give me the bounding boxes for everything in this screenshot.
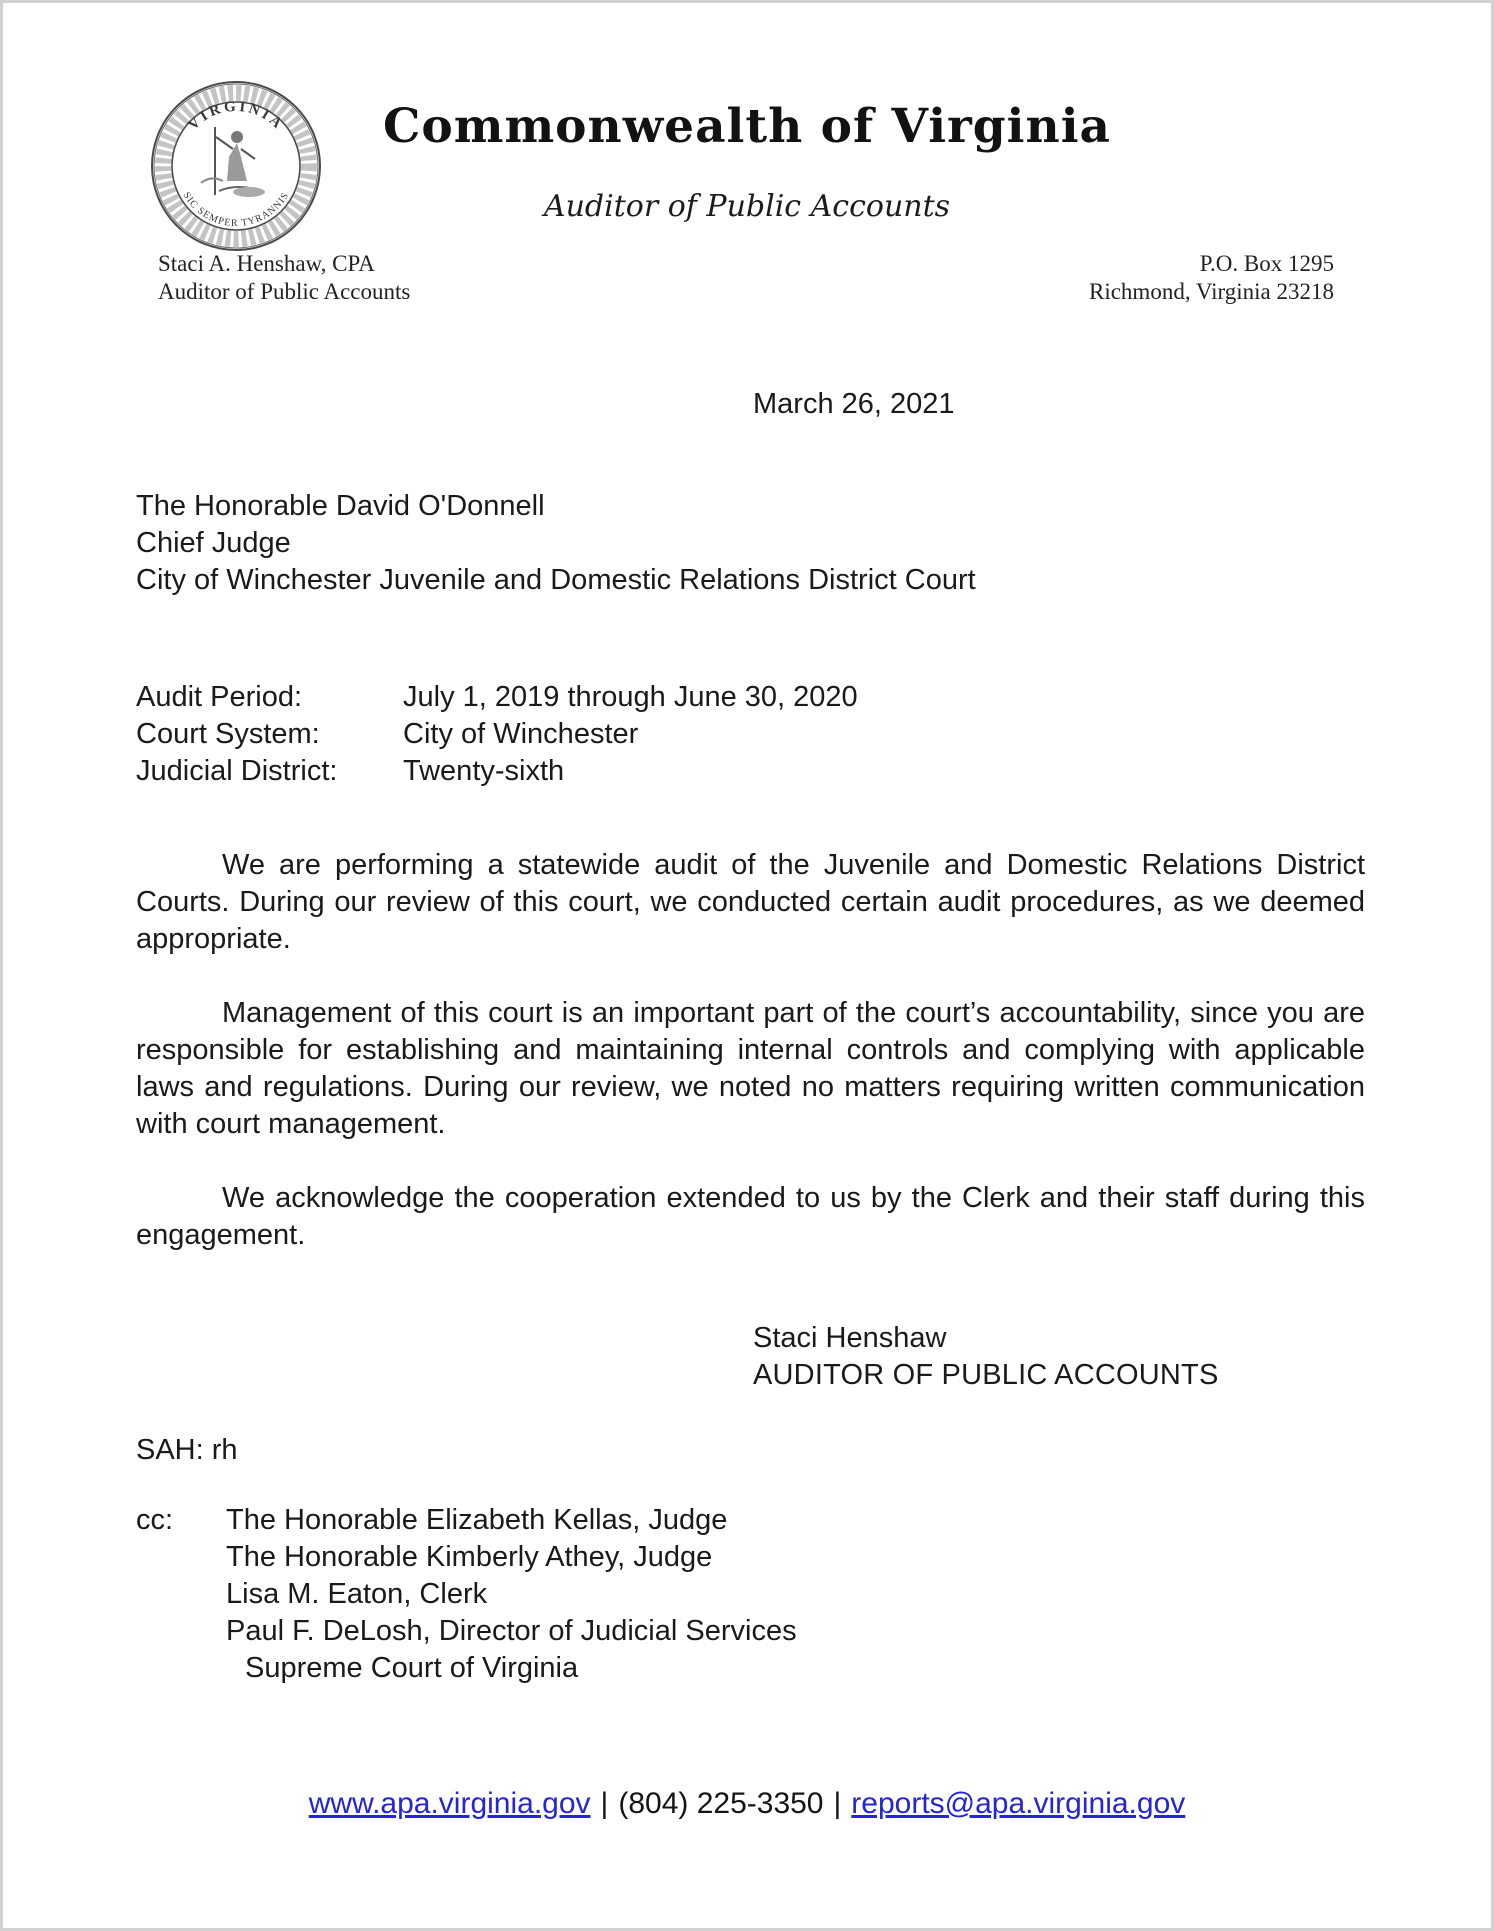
judicial-district-value: Twenty-sixth <box>403 755 565 787</box>
cc-item: Supreme Court of Virginia <box>245 1652 579 1684</box>
recipient-block <box>136 488 1365 599</box>
phone-number: (804) 225-3350 <box>618 1787 824 1820</box>
audit-details <box>136 679 1365 790</box>
masthead-subtitle: Auditor of Public Accounts <box>543 189 951 224</box>
audit-period-label: Audit Period: <box>136 681 303 713</box>
letter-body <box>136 3 1365 1687</box>
cc-list <box>226 1502 1365 1687</box>
po-box: P.O. Box 1295 <box>1199 251 1334 276</box>
cc-item: The Honorable Elizabeth Kellas, Judge <box>226 1504 728 1536</box>
letter-date: March 26, 2021 <box>753 388 955 420</box>
audit-period-value: July 1, 2019 through June 30, 2020 <box>403 681 858 713</box>
paragraph-3: We acknowledge the cooperation extended to us by the Clerk and their staff during this engagement. <box>136 1182 1365 1251</box>
footer-contact-bar <box>3 1787 1491 1821</box>
masthead-title: Commonwealth of Virginia <box>382 99 1112 154</box>
court-system-value: City of Winchester <box>403 718 639 750</box>
city-state-zip: Richmond, Virginia 23218 <box>1088 279 1334 304</box>
signature-name: Staci Henshaw <box>753 1322 947 1354</box>
paragraph-2: Management of this court is an important part of the court’s accountability, since you are responsible for establishing and maintaining internal controls and complying with applicable laws and regulations. During our review, we noted no matters requiring written communication with court management. <box>136 997 1365 1140</box>
auditor-title: Auditor of Public Accounts <box>158 279 411 304</box>
cc-block <box>136 1502 1365 1687</box>
reference-initials: SAH: rh <box>136 1434 238 1466</box>
court-system-label: Court System: <box>136 718 320 750</box>
cc-item: Paul F. DeLosh, Director of Judicial Services <box>226 1615 797 1647</box>
seal-top-text: VIRGINIA <box>185 98 287 134</box>
recipient-name: The Honorable David O'Donnell <box>136 490 545 522</box>
recipient-title: Chief Judge <box>136 527 291 559</box>
website-link[interactable]: www.apa.virginia.gov <box>308 1787 591 1820</box>
email-link[interactable]: reports@apa.virginia.gov <box>851 1787 1186 1820</box>
auditor-name: Staci A. Henshaw, CPA <box>158 251 375 276</box>
paragraph-1: We are performing a statewide audit of the Juvenile and Domestic Relations District Courts. During our review of this court, we conducted certain audit procedures, as we deemed appropriate. <box>136 849 1365 955</box>
cc-label: cc: <box>136 1504 174 1536</box>
signature-block <box>753 1320 1365 1394</box>
cc-item: Lisa M. Eaton, Clerk <box>226 1578 488 1610</box>
footer-separator: | <box>600 1787 609 1820</box>
footer-separator: | <box>833 1787 842 1820</box>
recipient-court: City of Winchester Juvenile and Domestic Relations District Court <box>136 564 976 596</box>
judicial-district-label: Judicial District: <box>136 755 338 787</box>
signature-title: AUDITOR OF PUBLIC ACCOUNTS <box>753 1359 1219 1391</box>
cc-item: The Honorable Kimberly Athey, Judge <box>226 1541 713 1573</box>
seal-bottom-text: SIC SEMPER TYRANNIS <box>180 190 292 230</box>
